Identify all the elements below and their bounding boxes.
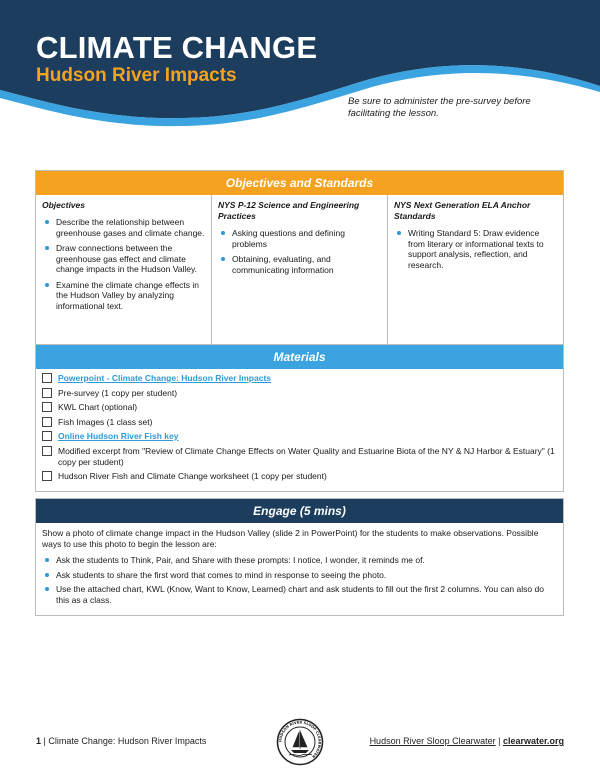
engage-heading: Engage (5 mins) bbox=[36, 499, 563, 523]
checkbox[interactable] bbox=[42, 388, 52, 398]
bullet-icon bbox=[397, 231, 401, 235]
footer-org: Hudson River Sloop Clearwater bbox=[369, 736, 496, 746]
materials-item bbox=[42, 431, 557, 442]
footer-doc-title: Climate Change: Hudson River Impacts bbox=[48, 736, 207, 746]
bullet-icon bbox=[45, 573, 49, 577]
fish-key-link[interactable]: Online Hudson River Fish key bbox=[58, 431, 179, 441]
list-item: Asking questions and defining problems bbox=[218, 228, 381, 249]
checkbox[interactable] bbox=[42, 446, 52, 456]
bullet-icon bbox=[45, 220, 49, 224]
bullet-icon bbox=[45, 246, 49, 250]
column-title: NYS P-12 Science and Engineering Practices bbox=[218, 200, 360, 221]
checkbox[interactable] bbox=[42, 402, 52, 412]
materials-item bbox=[42, 373, 557, 384]
bullet-icon bbox=[45, 558, 49, 562]
checkbox[interactable] bbox=[42, 431, 52, 441]
bullet-icon bbox=[45, 587, 49, 591]
materials-item: Modified excerpt from "Review of Climate Change Effects on Water Quality and Estuarine Biota of the NY & NJ Harbor & Estuary" (1 copy per student) bbox=[42, 446, 557, 468]
checkbox[interactable] bbox=[42, 417, 52, 427]
column-title: NYS Next Generation ELA Anchor Standards bbox=[394, 200, 531, 221]
materials-item: Pre-survey (1 copy per student) bbox=[42, 388, 557, 399]
page-number: 1 bbox=[36, 736, 42, 746]
checkbox[interactable] bbox=[42, 471, 52, 481]
list-item: Ask students to share the first word that comes to mind in response to seeing the photo. bbox=[42, 570, 557, 581]
materials-section bbox=[35, 344, 564, 492]
list-item: Describe the relationship between greenhouse gases and climate change. bbox=[42, 217, 205, 238]
list-item: Obtaining, evaluating, and communicating information bbox=[218, 254, 381, 275]
list-item: Ask the students to Think, Pair, and Share with these prompts: I notice, I wonder, it reminds me of. bbox=[42, 555, 557, 566]
checkbox[interactable] bbox=[42, 373, 52, 383]
objectives-standards-table bbox=[35, 170, 564, 356]
science-practices-column bbox=[212, 195, 388, 355]
page-subtitle: Hudson River Impacts bbox=[36, 65, 237, 86]
footer-site-link[interactable]: clearwater.org bbox=[502, 736, 564, 746]
materials-item: Hudson River Fish and Climate Change worksheet (1 copy per student) bbox=[42, 471, 557, 482]
ela-standards-column bbox=[388, 195, 563, 355]
engage-intro: Show a photo of climate change impact in the Hudson Valley (slide 2 in PowerPoint) for the students to make observations. Possible ways to use this photo to begin the lesson are: bbox=[42, 528, 539, 549]
footer-page-info: 1 | Climate Change: Hudson River Impacts bbox=[36, 736, 207, 746]
bullet-icon bbox=[221, 231, 225, 235]
column-title: Objectives bbox=[42, 200, 85, 210]
bullet-icon bbox=[221, 257, 225, 261]
engage-section bbox=[35, 498, 564, 616]
objectives-heading: Objectives and Standards bbox=[36, 171, 563, 195]
powerpoint-link[interactable]: Powerpoint - Climate Change: Hudson River Impacts bbox=[58, 373, 272, 383]
bullet-icon bbox=[45, 283, 49, 287]
list-item: Use the attached chart, KWL (Know, Want to Know, Learned) chart and ask students to fill out the first 2 columns. You can also do this as a class. bbox=[42, 584, 557, 605]
page-title: CLIMATE CHANGE bbox=[36, 30, 318, 65]
materials-item: Fish Images (1 class set) bbox=[42, 417, 557, 428]
footer-org-info: Hudson River Sloop Clearwater | clearwater.org bbox=[369, 736, 564, 746]
clearwater-logo-icon bbox=[276, 718, 324, 766]
pre-survey-note: Be sure to administer the pre-survey before facilitating the lesson. bbox=[348, 96, 531, 119]
list-item: Examine the climate change effects in the Hudson Valley by analyzing informational text. bbox=[42, 280, 205, 312]
list-item: Draw connections between the greenhouse gas effect and climate change impacts in the Hudson Valley. bbox=[42, 243, 205, 275]
objectives-column bbox=[36, 195, 212, 355]
materials-item: KWL Chart (optional) bbox=[42, 402, 557, 413]
list-item: Writing Standard 5: Draw evidence from literary or informational texts to support analysis, reflection, and research. bbox=[394, 228, 557, 270]
materials-heading: Materials bbox=[36, 345, 563, 369]
logo-ring-text: HUDSON RIVER SLOOP CLEARWATER bbox=[278, 720, 322, 759]
